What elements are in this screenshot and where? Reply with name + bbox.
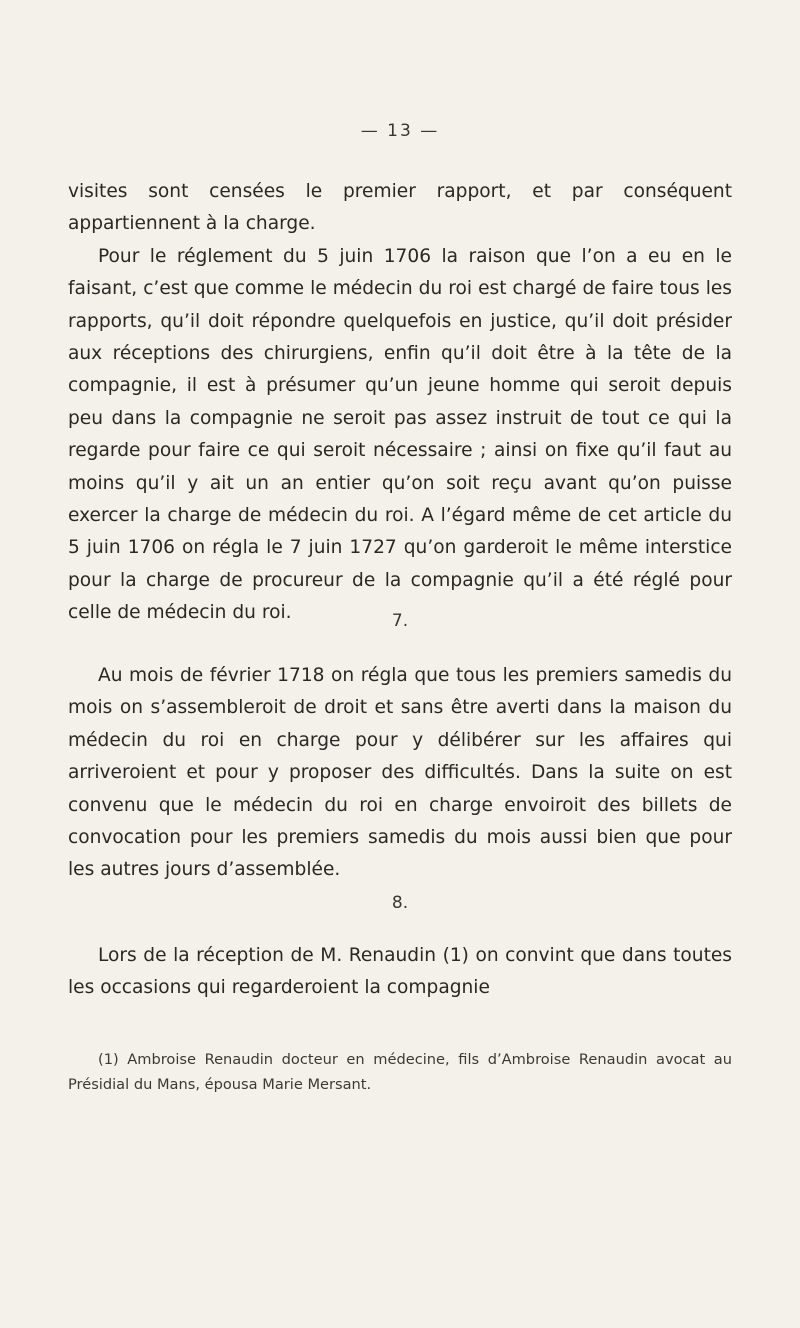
text-block-1: [68, 176, 732, 630]
paragraph: Au mois de février 1718 on régla que tous les premiers samedis du mois on s’assembleroit de droit et sans être averti dans la maison du médecin du roi en charge pour y délibérer sur les affaires qui arriveroient et pour y proposer des difficultés. Dans la suite on est convenu que le médecin du roi en charge envoiroit des billets de convocation pour les premiers samedis du mois aussi bien que pour les autres jours d’assemblée.: [68, 665, 732, 881]
text-block-2: [68, 660, 732, 887]
page-number: — 13 —: [360, 121, 440, 141]
paragraph: Pour le réglement du 5 juin 1706 la raison que l’on a eu en le faisant, c’est que comme le médecin du roi est chargé de faire tous les rapports, qu’il doit répondre quelquefois en justice, qu’il doit présider aux réceptions des chirurgiens, enfin qu’il doit être à la tête de la compagnie, il est à présumer qu’un jeune homme qui seroit depuis peu dans la compagnie ne seroit pas assez instruit de tout ce qui la regarde pour faire ce qui seroit nécessaire ; ainsi on fixe qu’il faut au moins qu’il y ait un an entier qu’on soit reçu avant qu’on puisse exercer la charge de médecin du roi. A l’égard même de cet article du 5 juin 1706 on régla le 7 juin 1727 qu’on garderoit le même interstice pour la charge de procureur de la compagnie qu’il a été réglé pour celle de médecin du roi.: [68, 245, 732, 624]
paragraph: Lors de la réception de M. Renaudin (1) on convint que dans toutes les occasions qui regarderoient la compagnie: [68, 945, 732, 999]
section-heading-7: 7.: [391, 611, 409, 631]
section-heading-8: 8.: [391, 893, 409, 913]
footnote: (1) Ambroise Renaudin docteur en médecine, fils d’Ambroise Renaudin avocat au Présidial du Mans, épousa Marie Mersant.: [68, 1051, 732, 1093]
text-block-3: [68, 940, 732, 1005]
paragraph: visites sont censées le premier rapport, et par conséquent appartiennent à la charge.: [68, 181, 732, 235]
